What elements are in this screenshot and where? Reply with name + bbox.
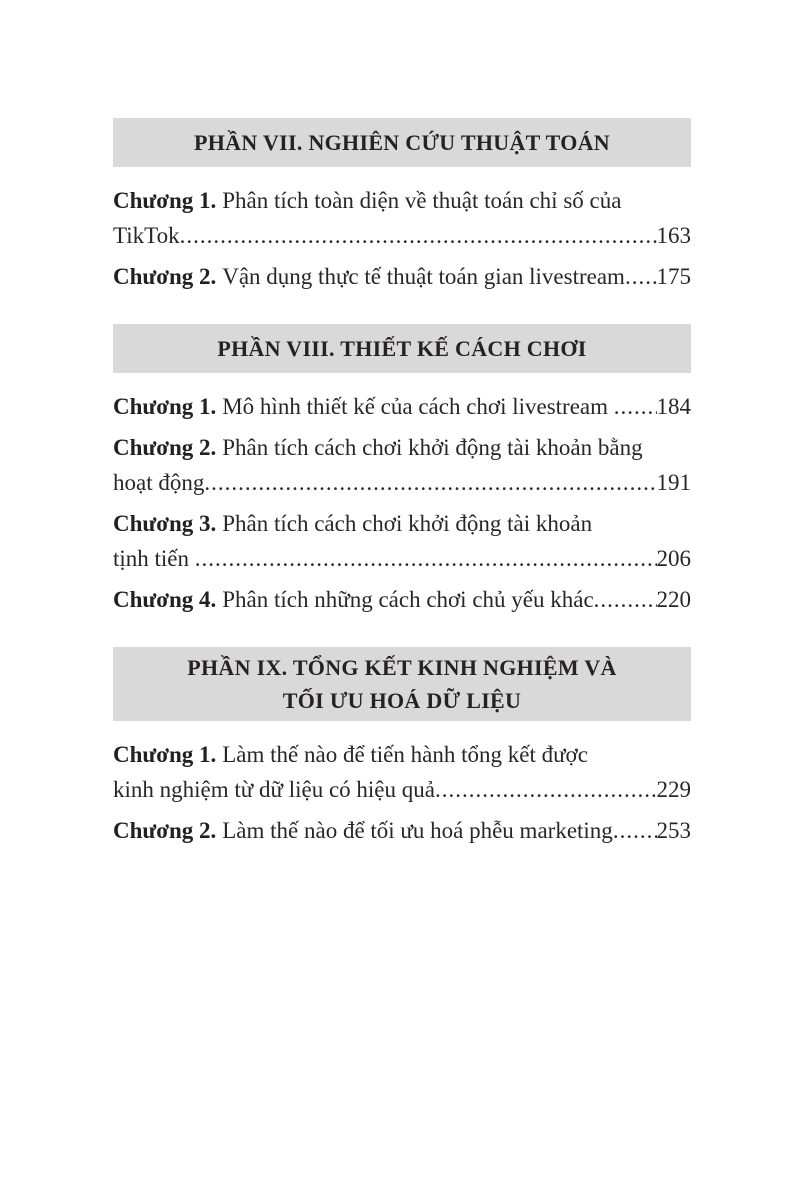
- chapter-prefix: Chương 2.: [113, 818, 217, 843]
- section-header-text: PHẦN VIII. THIẾT KẾ CÁCH CHƠI: [217, 336, 587, 361]
- dot-leader: [204, 465, 656, 500]
- entry-line: [113, 772, 691, 807]
- section-header-text: PHẦN VII. NGHIÊN CỨU THUẬT TOÁN: [194, 130, 610, 155]
- entry-text: Mô hình thiết kế của cách chơi livestream: [222, 394, 614, 419]
- entry-text: hoạt động: [113, 470, 205, 495]
- toc-entry: [113, 183, 691, 253]
- entry-text: kinh nghiệm từ dữ liệu có hiệu quả: [113, 777, 435, 802]
- chapter-prefix: Chương 1.: [113, 742, 217, 767]
- dot-leader: [180, 218, 657, 253]
- page-number: 191: [656, 470, 691, 495]
- entry-line: [113, 430, 691, 465]
- entry-text: Làm thế nào để tiến hành tổng kết được: [222, 742, 588, 767]
- entry-text: tịnh tiến: [113, 546, 195, 571]
- entry-text: Vận dụng thực tế thuật toán gian livestream: [222, 264, 625, 289]
- section-header-text: TỐI ƯU HOÁ DỮ LIỆU: [282, 688, 522, 713]
- toc-entry: [113, 259, 691, 294]
- toc-content: [113, 118, 691, 848]
- section-entries: [113, 737, 691, 848]
- page-number: 184: [656, 394, 691, 419]
- toc-section: [113, 647, 691, 848]
- section-header-bar: [113, 647, 691, 721]
- entry-line: [113, 737, 691, 772]
- section-entries: [113, 183, 691, 294]
- chapter-prefix: Chương 1.: [113, 188, 217, 213]
- chapter-prefix: Chương 1.: [113, 394, 217, 419]
- entry-line: [113, 389, 691, 424]
- page-number: 206: [656, 546, 691, 571]
- dot-leader: [613, 813, 657, 848]
- section-header-bar: [113, 118, 691, 167]
- page-number: 220: [656, 587, 691, 612]
- entry-line: [113, 582, 691, 617]
- section-entries: [113, 389, 691, 617]
- dot-leader: [625, 259, 657, 294]
- chapter-prefix: Chương 3.: [113, 511, 217, 536]
- toc-entry: [113, 813, 691, 848]
- entry-text: TikTok: [113, 223, 180, 248]
- entry-line: [113, 465, 691, 500]
- dot-leader: [614, 389, 657, 424]
- toc-entry: [113, 506, 691, 576]
- entry-line: [113, 541, 691, 576]
- entry-line: [113, 183, 691, 218]
- section-header-text: PHẦN IX. TỔNG KẾT KINH NGHIỆM VÀ: [187, 655, 617, 680]
- entry-text: Làm thế nào để tối ưu hoá phễu marketing: [222, 818, 613, 843]
- entry-text: Phân tích toàn diện về thuật toán chỉ số của: [222, 188, 622, 213]
- page-number: 175: [656, 264, 691, 289]
- chapter-prefix: Chương 2.: [113, 435, 217, 460]
- toc-entry: [113, 582, 691, 617]
- section-header-bar: [113, 324, 691, 373]
- page-number: 253: [656, 818, 691, 843]
- toc-entry: [113, 737, 691, 807]
- entry-text: Phân tích cách chơi khởi động tài khoản: [222, 511, 593, 536]
- dot-leader: [435, 772, 657, 807]
- chapter-prefix: Chương 2.: [113, 264, 217, 289]
- dot-leader: [594, 582, 657, 617]
- page-number: 163: [656, 223, 691, 248]
- entry-line: [113, 259, 691, 294]
- entry-line: [113, 218, 691, 253]
- toc-entry: [113, 389, 691, 424]
- toc-section: [113, 324, 691, 617]
- dot-leader: [195, 541, 657, 576]
- entry-text: Phân tích những cách chơi chủ yếu khác: [222, 587, 594, 612]
- chapter-prefix: Chương 4.: [113, 587, 217, 612]
- entry-line: [113, 813, 691, 848]
- toc-section: [113, 118, 691, 294]
- entry-text: Phân tích cách chơi khởi động tài khoản bằng: [222, 435, 643, 460]
- entry-line: [113, 506, 691, 541]
- toc-entry: [113, 430, 691, 500]
- page-number: 229: [656, 777, 691, 802]
